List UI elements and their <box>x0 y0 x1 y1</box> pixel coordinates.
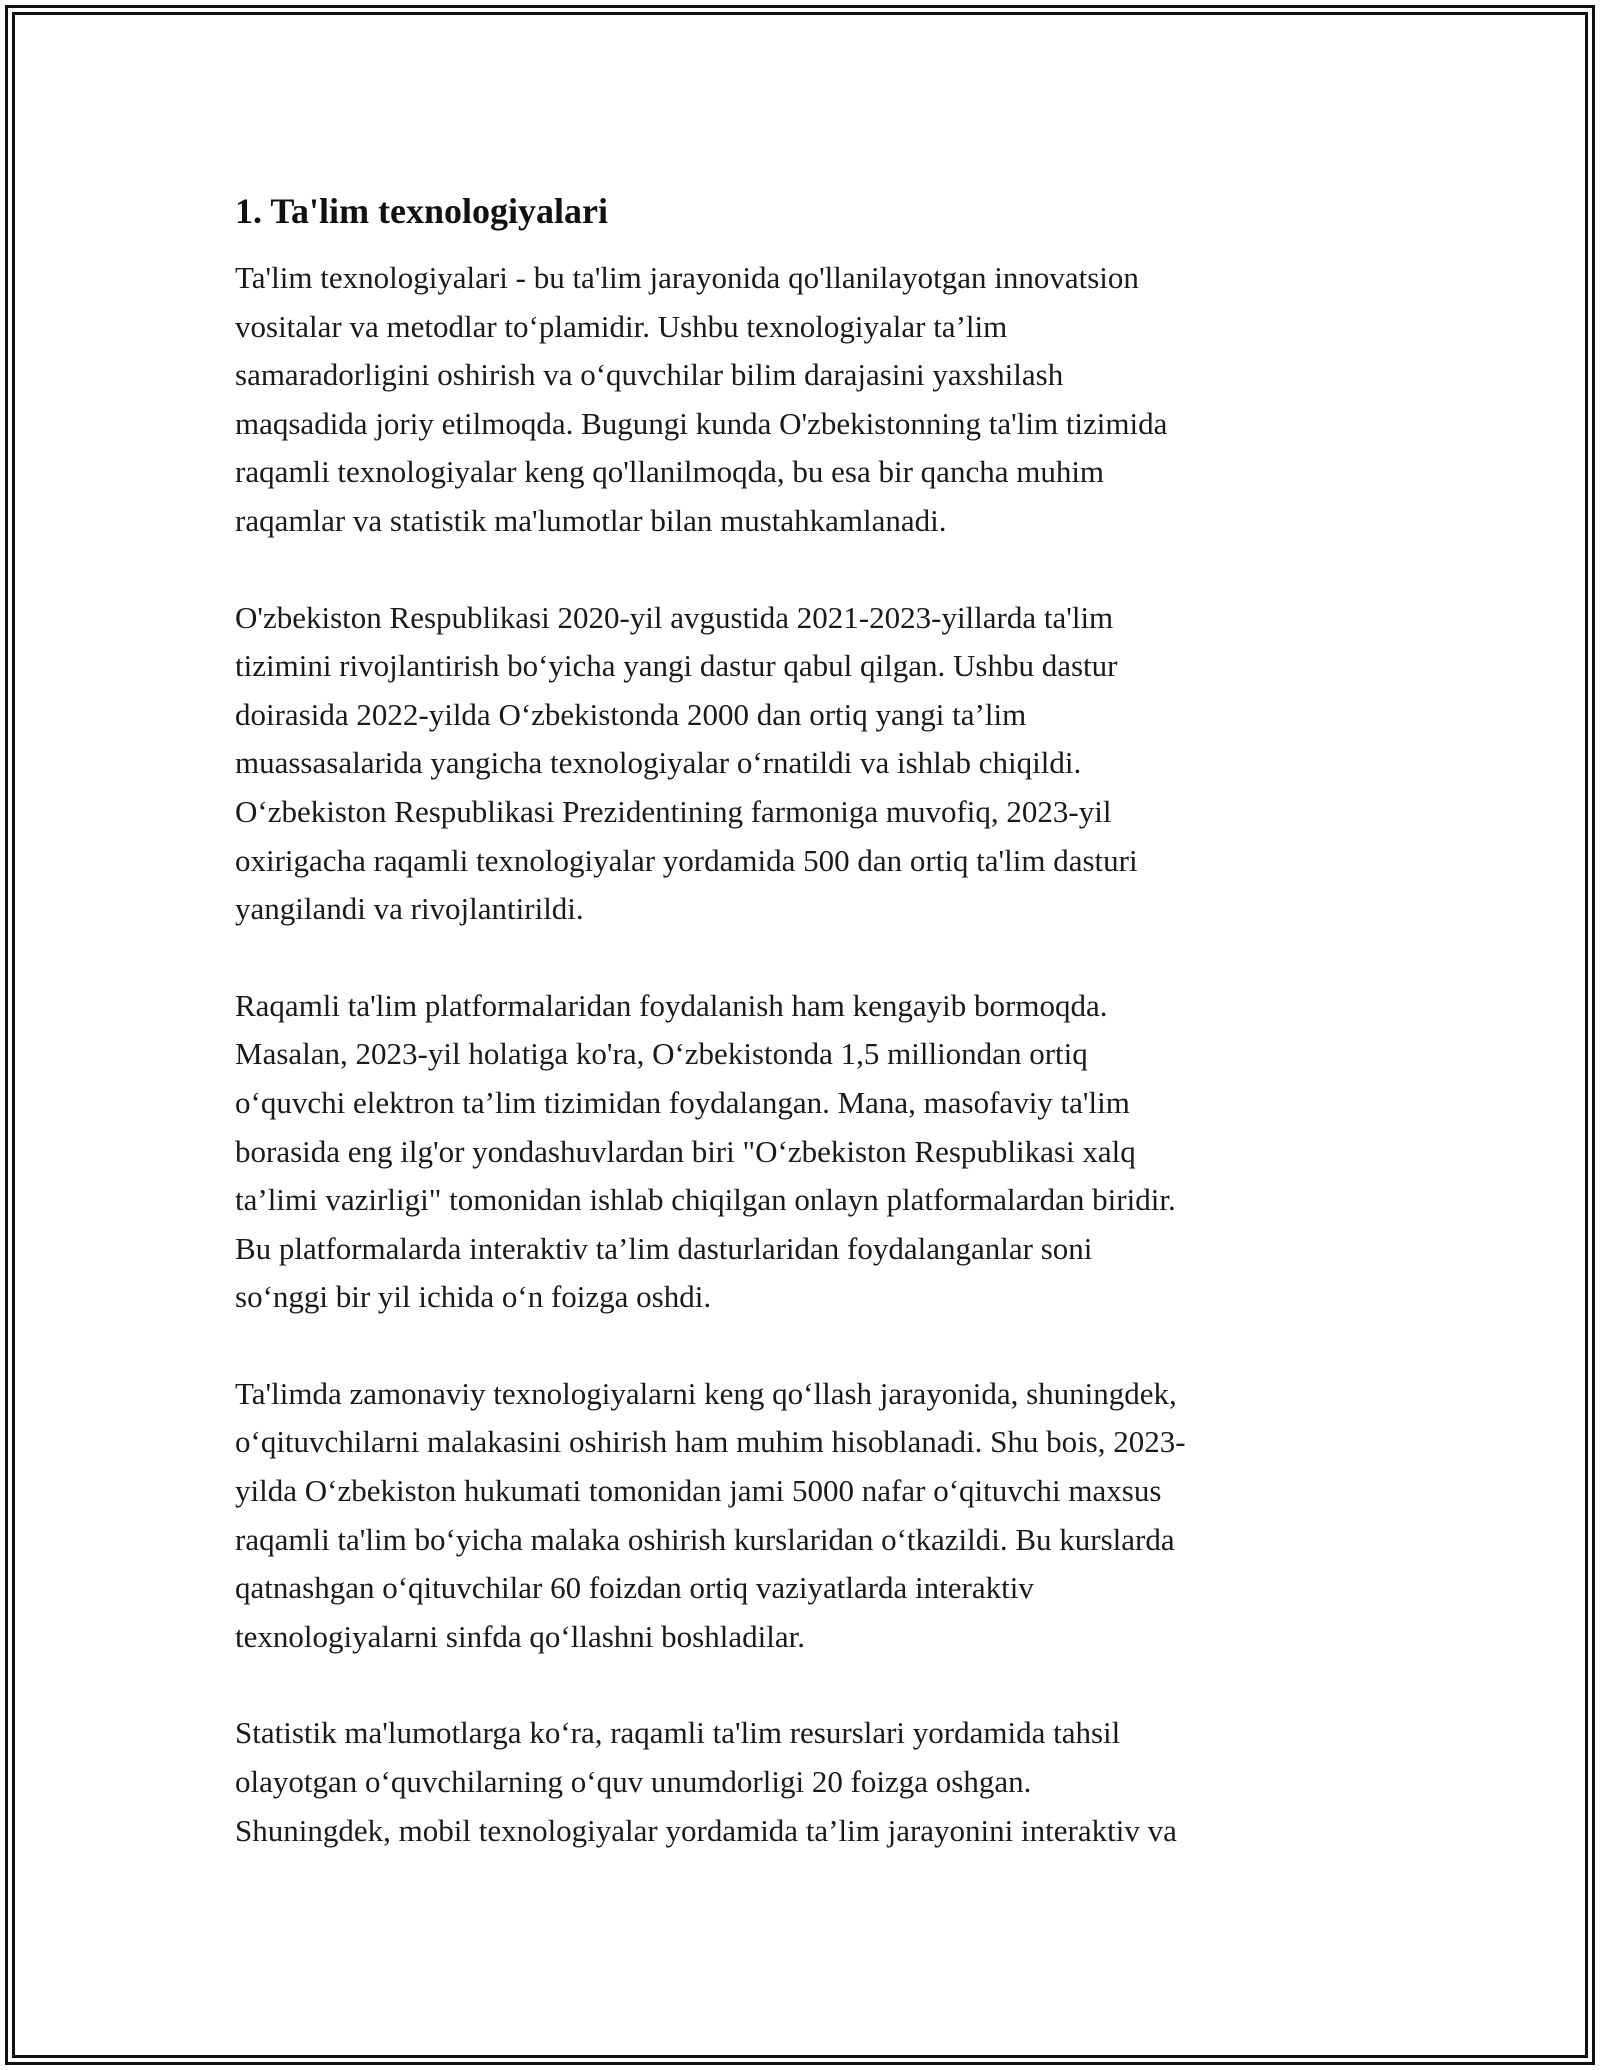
paragraph-3 <box>235 982 1365 1322</box>
text-line: texnologiyalarni sinfda qo‘llashni boshladilar. <box>235 1618 805 1654</box>
paragraph-4 <box>235 1370 1365 1662</box>
text-line: yangilandi va rivojlantirildi. <box>235 891 584 927</box>
text-line: raqamli texnologiyalar keng qo'llanilmoqda, bu esa bir qancha muhim <box>235 454 1105 490</box>
document-body <box>235 186 1365 1903</box>
text-line: qatnashgan o‘qituvchilar 60 foizdan ortiq vaziyatlarda interaktiv <box>235 1570 1034 1606</box>
text-line: Statistik ma'lumotlarga ko‘ra, raqamli ta'lim resurslari yordamida tahsil <box>235 1715 1121 1751</box>
text-line: Masalan, 2023-yil holatiga ko'ra, O‘zbekistonda 1,5 milliondan ortiq <box>235 1036 1088 1072</box>
text-line: raqamli ta'lim bo‘yicha malaka oshirish kurslaridan o‘tkazildi. Bu kurslarda <box>235 1521 1175 1557</box>
text-line: raqamlar va statistik ma'lumotlar bilan mustahkamlanadi. <box>235 502 947 538</box>
text-line: borasida eng ilg'or yondashuvlardan biri "O‘zbekiston Respublikasi xalq <box>235 1133 1136 1169</box>
text-line: tizimini rivojlantirish bo‘yicha yangi dastur qabul qilgan. Ushbu dastur <box>235 648 1118 684</box>
section-heading: 1. Ta'lim texnologiyalari <box>235 191 609 231</box>
text-line: oxirigacha raqamli texnologiyalar yordamida 500 dan ortiq ta'lim dasturi <box>235 842 1138 878</box>
text-line: Shuningdek, mobil texnologiyalar yordamida ta’lim jarayonini interaktiv va <box>235 1812 1177 1848</box>
text-line: olayotgan o‘quvchilarning o‘quv unumdorligi 20 foizga oshgan. <box>235 1764 1032 1800</box>
text-line: so‘nggi bir yil ichida o‘n foizga oshdi. <box>235 1279 712 1315</box>
text-line: o‘quvchi elektron ta’lim tizimidan foydalangan. Mana, masofaviy ta'lim <box>235 1084 1130 1120</box>
text-line: muassasalarida yangicha texnologiyalar o‘rnatildi va ishlab chiqildi. <box>235 745 1082 781</box>
text-line: samaradorligini oshirish va o‘quvchilar bilim darajasini yaxshilash <box>235 357 1064 393</box>
text-line: yilda O‘zbekiston hukumati tomonidan jami 5000 nafar o‘qituvchi maxsus <box>235 1473 1162 1509</box>
text-line: Ta'lim texnologiyalari - bu ta'lim jarayonida qo'llanilayotgan innovatsion <box>235 260 1139 295</box>
text-line: O'zbekiston Respublikasi 2020-yil avgustida 2021-2023-yillarda ta'lim <box>235 599 1114 635</box>
text-line: ta’limi vazirligi" tomonidan ishlab chiqilgan onlayn platformalardan biridir. <box>235 1182 1176 1218</box>
text-line: O‘zbekiston Respublikasi Prezidentining farmoniga muvofiq, 2023-yil <box>235 793 1112 829</box>
paragraph-2 <box>235 594 1365 934</box>
text-line: vositalar va metodlar to‘plamidir. Ushbu texnologiyalar ta’lim <box>235 308 1008 344</box>
paragraph-1 <box>235 254 1365 546</box>
text-line: maqsadida joriy etilmoqda. Bugungi kunda O'zbekistonning ta'lim tizimida <box>235 405 1168 441</box>
text-line: Ta'limda zamonaviy texnologiyalarni keng qo‘llash jarayonida, shuningdek, <box>235 1375 1177 1411</box>
paragraph-5 <box>235 1709 1365 1855</box>
text-line: doirasida 2022-yilda O‘zbekistonda 2000 dan ortiq yangi ta’lim <box>235 696 1027 732</box>
text-line: Bu platformalarda interaktiv ta’lim dasturlaridan foydalanganlar soni <box>235 1230 1093 1266</box>
text-line: o‘qituvchilarni malakasini oshirish ham muhim hisoblanadi. Shu bois, 2023- <box>235 1424 1186 1460</box>
text-line: Raqamli ta'lim platformalaridan foydalanish ham kengayib bormoqda. <box>235 987 1108 1023</box>
